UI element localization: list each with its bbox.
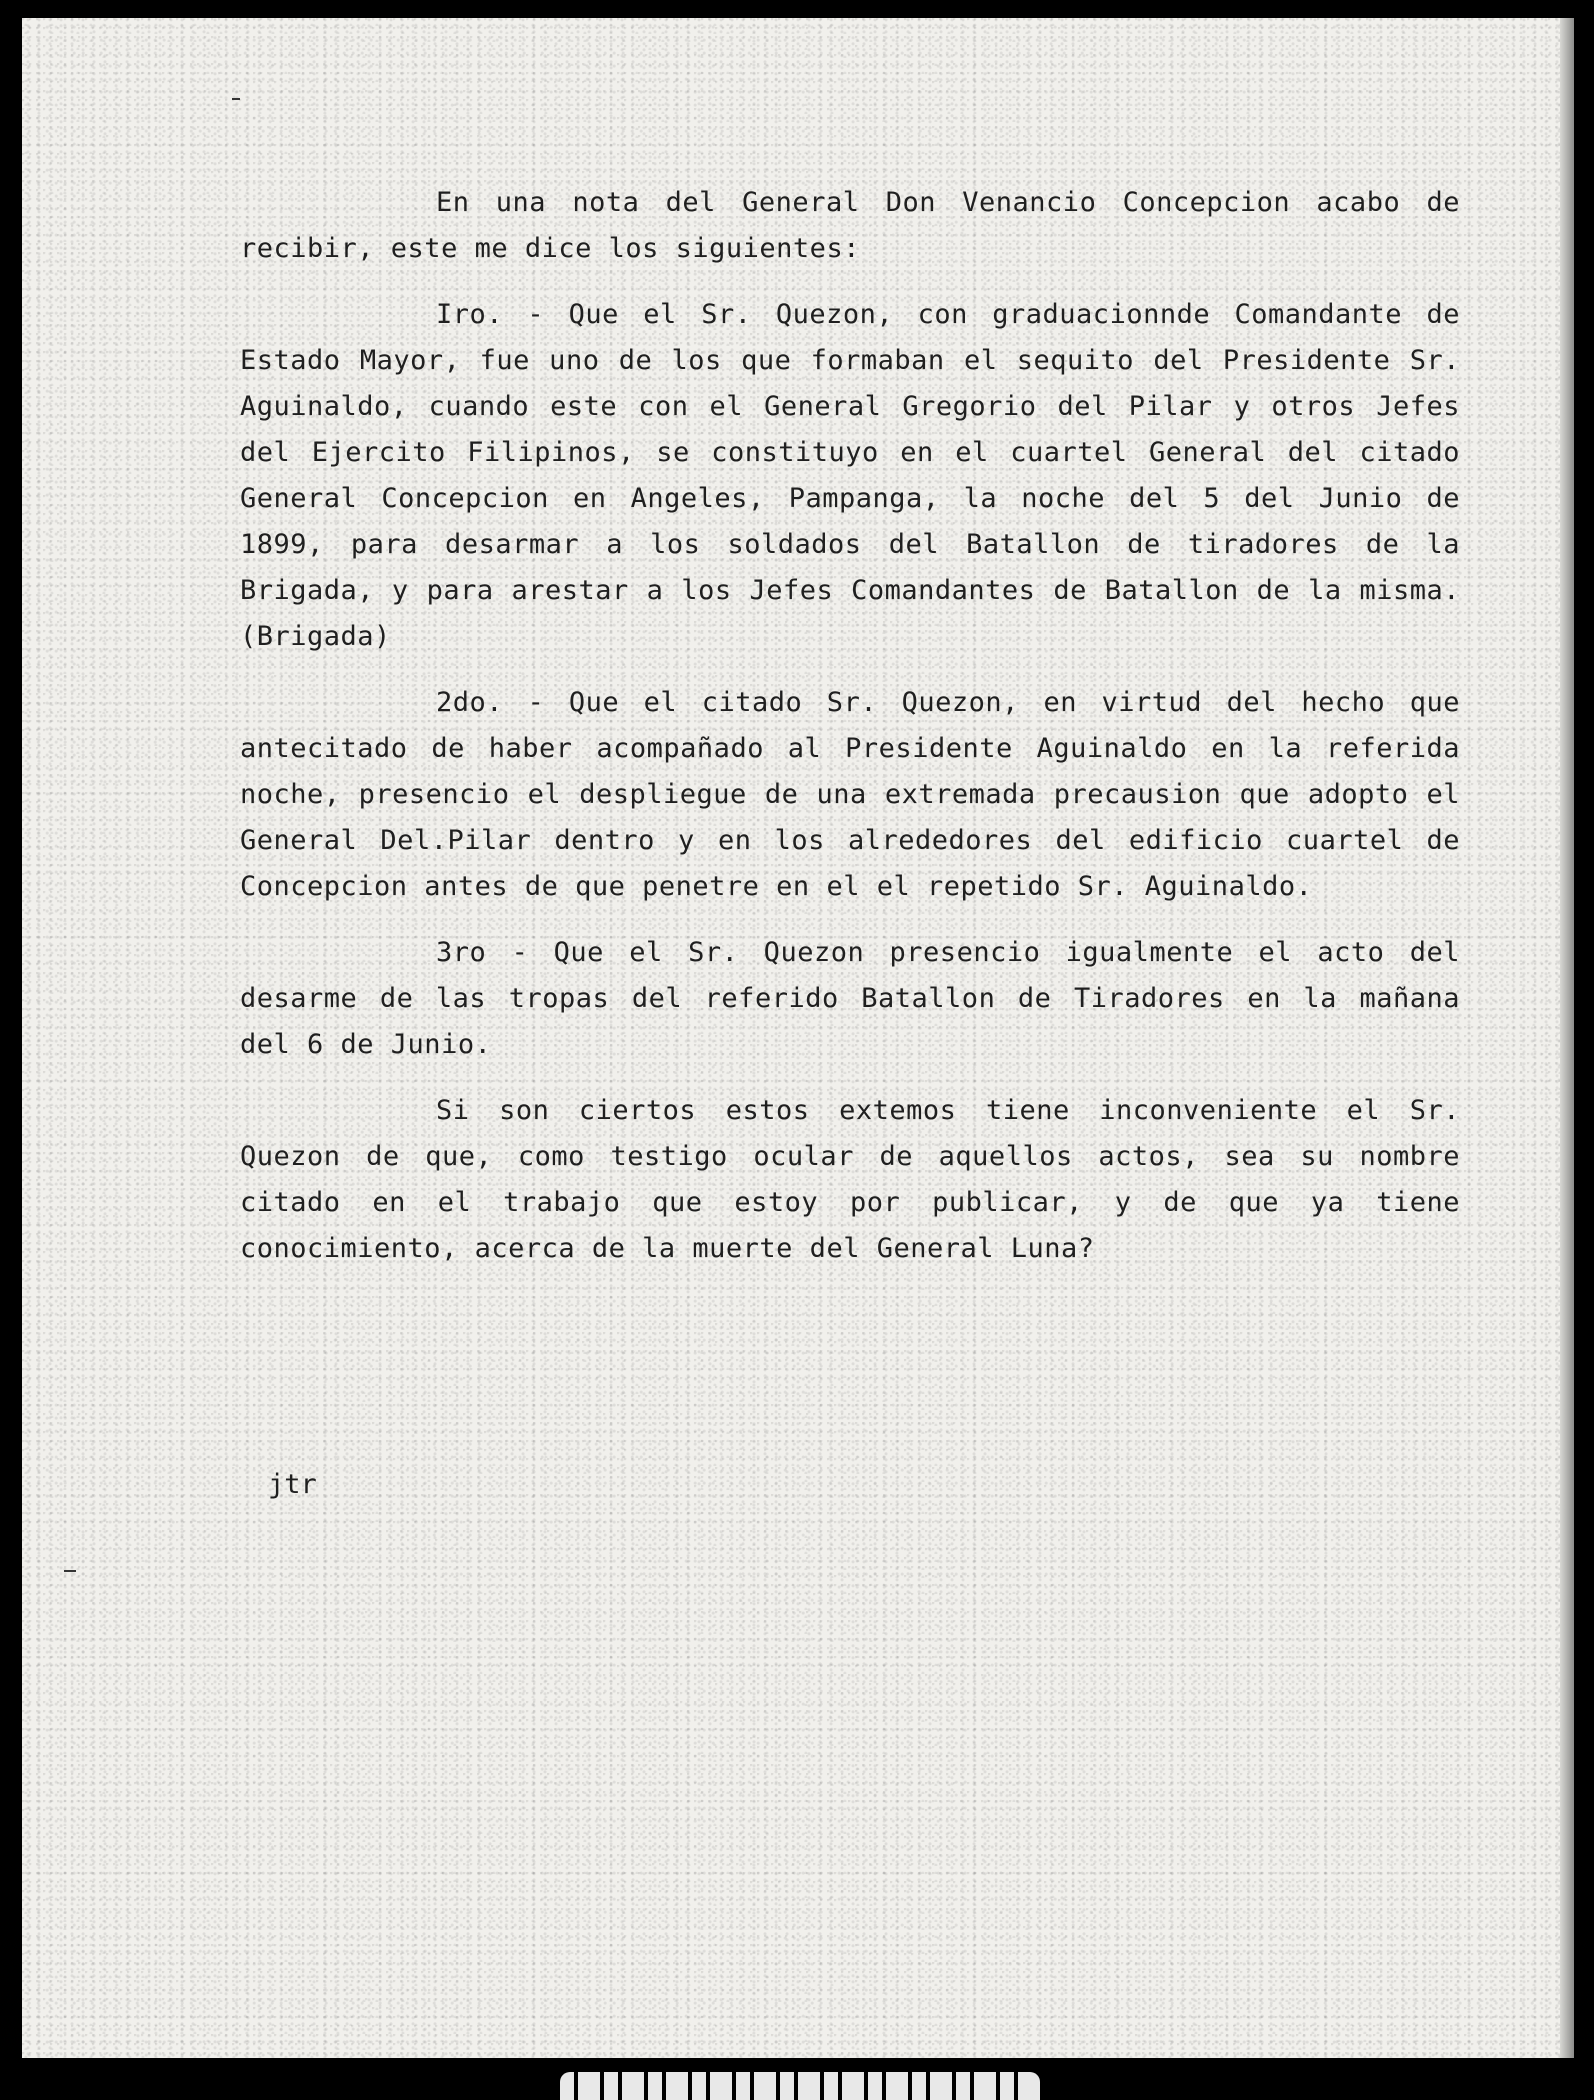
letter-body	[240, 180, 1460, 1292]
paragraph-question: Si son ciertos estos extemos tiene inconveniente el Sr. Quezon de que, como testigo ocular de aquellos actos, sea su nombre citado en el trabajo que estoy por publicar, y de que ya tiene conocimiento, acerca de la muerte del General Luna?	[240, 1095, 1460, 1264]
typist-initials: jtr	[268, 1469, 317, 1500]
stray-mark-middle	[64, 1570, 76, 1572]
paragraph-intro: En una nota del General Don Venancio Concepcion acabo de recibir, este me dice los siguientes:	[240, 187, 1460, 264]
stray-mark-top	[232, 98, 240, 100]
page-edge-shadow	[1560, 18, 1574, 2058]
paragraph-point-2: 2do. - Que el citado Sr. Quezon, en virtud del hecho que antecitado de haber acompañado al Presidente Aguinaldo en la referida noche, presencio el despliegue de una extremada precausion que adopto el General Del.Pilar dentro y en los alrededores del edificio cuartel de Concepcion antes de que penetre en el el repetido Sr. Aguinaldo.	[240, 687, 1460, 902]
paragraph-point-1: Iro. - Que el Sr. Quezon, con graduacionnde Comandante de Estado Mayor, fue uno de los que formaban el sequito del Presidente Sr. Aguinaldo, cuando este con el General Gregorio del Pilar y otros Jefes del Ejercito Filipinos, se constituyo en el cuartel General del citado General Concepcion en Angeles, Pampanga, la noche del 5 del Junio de 1899, para desarmar a los soldados del Batallon de tiradores de la Brigada, y para arestar a los Jefes Comandantes de Batallon de la misma. (Brigada)	[240, 299, 1460, 652]
paragraph-point-3: 3ro - Que el Sr. Quezon presencio igualmente el acto del desarme de las tropas del referido Batallon de Tiradores en la mañana del 6 de Junio.	[240, 937, 1460, 1060]
microfilm-edge-marks	[560, 2072, 1040, 2100]
